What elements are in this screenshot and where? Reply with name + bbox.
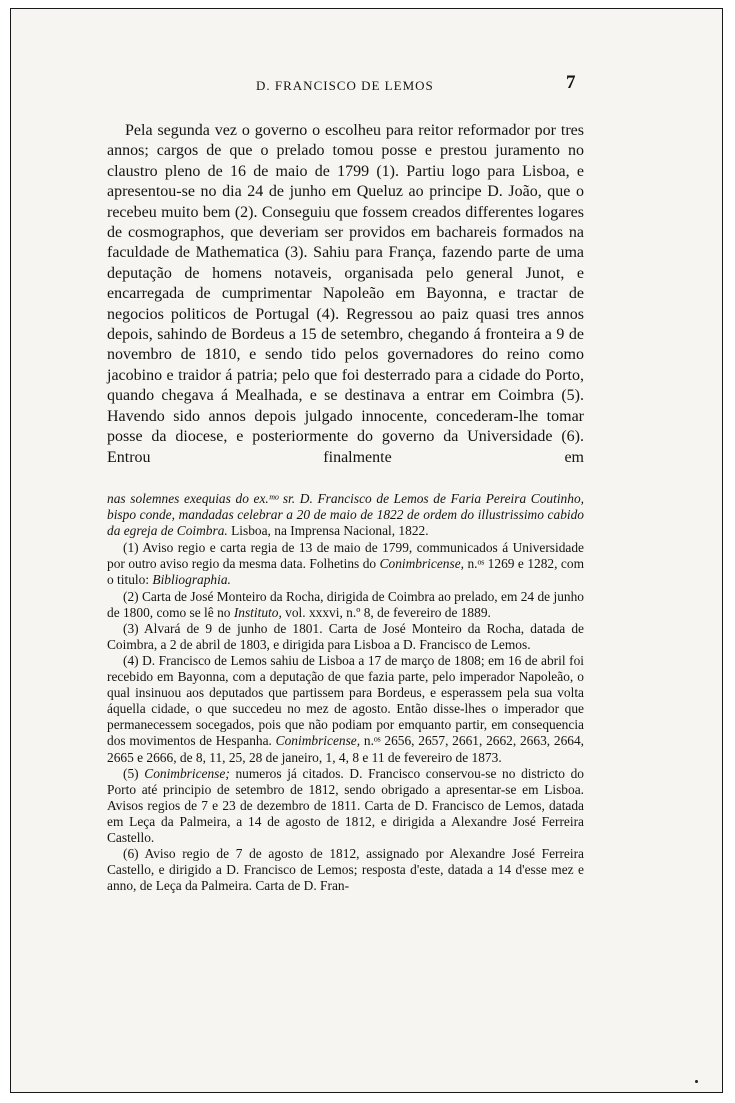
- footnote-4: [107, 653, 584, 766]
- page-header: [0, 68, 735, 98]
- footnote-2-text: (2) Carta de José Monteiro da Rocha, dirigida de Coimbra ao prelado, em 24 de junho de 1800, como se lê no: [107, 588, 584, 620]
- continuation-italic: nas solemnes exequias do ex.ᵐᵒ sr. D. Francisco de Lemos de Faria Pereira Coutinho, bispo conde, mandadas celebrar a 20 de maio de 1822 de ordem do illustrissimo cabido da egreja de Coimbra.: [107, 491, 584, 539]
- main-text: [107, 121, 584, 468]
- footnote-1-text-2: n.ᵒˢ 1269 e 1282, com o titulo:: [107, 556, 584, 588]
- footnote-5-journal: Conimbricense;: [144, 765, 230, 781]
- footnote-5-marker: (5): [123, 765, 145, 781]
- footnotes: [107, 491, 584, 894]
- footnote-1-title: Bibliographia.: [152, 572, 231, 588]
- footnote-1: [107, 540, 584, 588]
- footnote-6: (6) Aviso regio de 7 de agosto de 1812, assignado por Alexandre José Ferreira Castello, e dirigido a D. Francisco de Lemos; resposta d'este, datada a 14 d'esse mez e anno, de Leça da Palmeira. Carta de D. Fran-: [107, 846, 584, 894]
- footnote-continuation: [107, 491, 584, 539]
- footnote-2-text-2: vol. xxxvi, n.º 8, de fevereiro de 1889.: [281, 604, 491, 620]
- footnote-1-text: (1) Aviso regio e carta regia de 13 de maio de 1799, communicados á Universidade por outro aviso regio da mesma data. Folhetins do: [107, 540, 584, 572]
- footnote-1-journal: Conimbricense,: [379, 556, 464, 572]
- page-number: 7: [566, 72, 576, 93]
- body-paragraph: Pela segunda vez o governo o escolheu para reitor reformador por tres annos; cargos de que o prelado tomou posse e prestou juramento no claustro pleno de 16 de maio de 1799 (1). Partiu logo para Lisboa, e apresentou-se no dia 24 de junho em Queluz ao principe D. João, que o recebeu muito bem (2). Conseguiu que fossem creados differentes logares de cosmographos, que deveriam ser providos em bachareis formados na faculdade de Mathematica (3). Sahiu para França, fazendo parte de uma deputação de homens notaveis, organisada pelo general Junot, e encarregada de cumprimentar Napoleão em Bayonna, e tractar de negocios politicos de Portugal (4). Regressou ao paiz quasi tres annos depois, sahindo de Bordeus a 15 de setembro, chegando á fronteira a 9 de novembro de 1810, e sendo tido pelos governadores do reino como jacobino e traidor á patria; pelo que foi desterrado para a cidade do Porto, quando chegava á Mealhada, e se destinava a entrar em Coimbra (5). Havendo sido annos depois julgado innocente, concederam-lhe tomar posse da diocese, e posteriormente do governo da Universidade (6). Entrou finalmente em: [107, 122, 584, 466]
- footnote-3: (3) Alvará de 9 de junho de 1801. Carta de José Monteiro da Rocha, datada de Coimbra, a 2 de abril de 1803, e dirigida para Lisboa a D. Francisco de Lemos.: [107, 620, 584, 652]
- continuation-roman: Lisboa, na Imprensa Nacional, 1822.: [227, 523, 429, 539]
- running-head: D. FRANCISCO DE LEMOS: [256, 78, 434, 93]
- footnote-4-text-2: n.ᵒˢ 2656, 2657, 2661, 2662, 2663, 2664, 2665 e 2666, de 8, 11, 25, 28 de janeiro, 1, 4, 8 e 11 de fevereiro de 1873.: [107, 733, 585, 765]
- footnote-5: [107, 766, 584, 846]
- footnote-2: [107, 589, 584, 621]
- footnote-4-journal: Conimbricense,: [275, 733, 361, 749]
- footnote-2-journal: Instituto,: [233, 604, 282, 620]
- ink-speck: [695, 1080, 698, 1083]
- footnote-5-text: numeros já citados. D. Francisco conservou-se no districto do Porto até principio de setembro de 1812, sendo obrigado a apresentar-se em Lisboa. Avisos regios de 7 e 23 de dezembro de 1811. Carta de D. Francisco de Lemos, datada em Leça da Palmeira, a 14 de agosto de 1812, e dirigida a Alexandre José Ferreira Castello.: [107, 765, 585, 845]
- footnote-4-text: (4) D. Francisco de Lemos sahiu de Lisboa a 17 de março de 1808; em 16 de abril foi recebido em Bayonna, com a deputação de que fazia parte, pelo imperador Napoleão, o qual insinuou aos deputados que partissem para Bordeus, e esperassem pela sua volta áquella cidade, o que succedeu no mez de agosto. Então disse-lhes o imperador que permanecessem socegados, pois que não podiam por emquanto partir, em consequencia dos movimentos de Hespanha.: [107, 652, 584, 749]
